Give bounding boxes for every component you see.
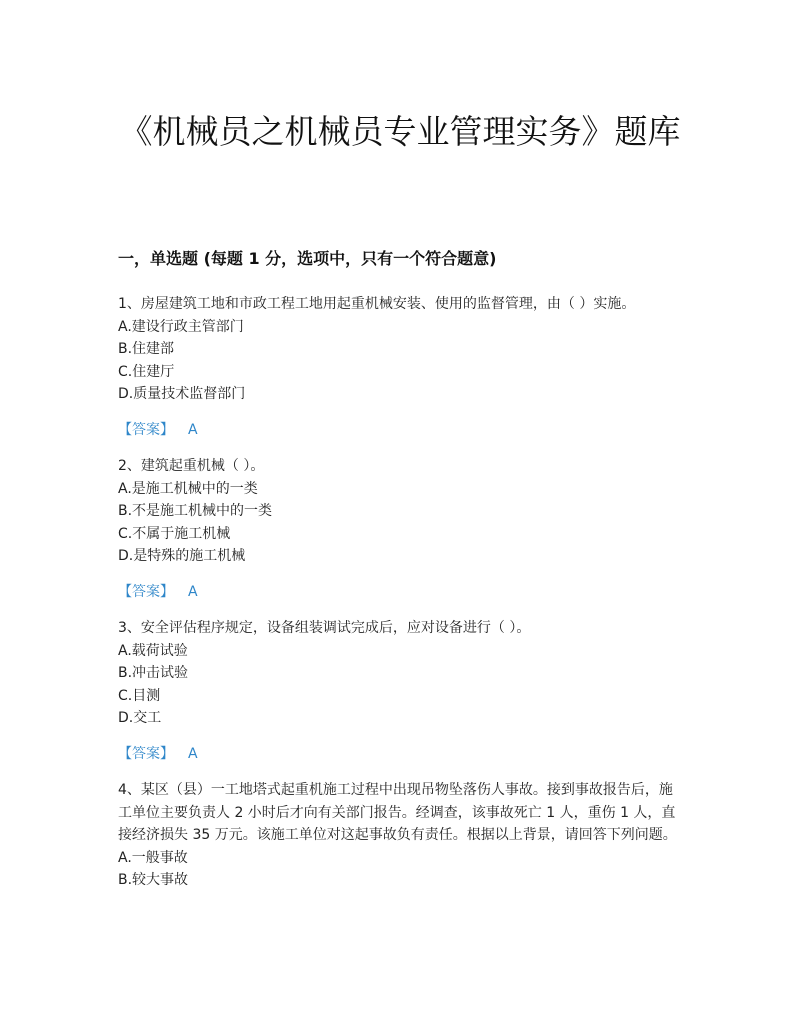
option-d: D.质量技术监督部门	[118, 386, 246, 402]
question-stem: 3、安全评估程序规定，设备组装调试完成后，应对设备进行（ ）。	[118, 620, 531, 636]
answer-tag: 【答案】	[118, 584, 174, 600]
option-c: C.不属于施工机械	[118, 525, 231, 542]
question-stem: 1、房屋建筑工地和市政工程工地用起重机械安装、使用的监督管理，由（ ）实施。	[118, 296, 636, 312]
question-3	[118, 617, 678, 730]
option-c: C.目测	[118, 687, 161, 704]
option-a: A.是施工机械中的一类	[118, 480, 258, 497]
option-c: C.住建厅	[118, 363, 175, 380]
document-title: 《机械员之机械员专业管理实务》题库	[119, 112, 681, 151]
answer-value: A	[188, 584, 198, 600]
answer-row-3	[118, 743, 198, 765]
answer-row-2	[118, 581, 198, 603]
option-b: B.冲击试验	[118, 665, 189, 681]
option-b: B.不是施工机械中的一类	[118, 503, 273, 519]
question-4	[118, 779, 678, 892]
answer-value: A	[188, 422, 198, 438]
option-a: A.一般事故	[118, 849, 188, 866]
answer-tag: 【答案】	[118, 422, 174, 438]
section-heading: 一，单选题 (每题 1 分，选项中，只有一个符合题意)	[118, 249, 497, 268]
question-1	[118, 293, 678, 406]
answer-value: A	[188, 746, 198, 762]
question-stem: 2、建筑起重机械（ ）。	[118, 458, 265, 474]
option-a: A.载荷试验	[118, 642, 188, 659]
answer-row-1	[118, 419, 198, 441]
question-stem: 4、某区（县）一工地塔式起重机施工过程中出现吊物坠落伤人事故。接到事故报告后，施工单位主要负责人 2 小时后才向有关部门报告。经调查，该事故死亡 1 人，重伤 1 人，直接经济损失 35 万元。该施工单位对这起事故负有责任。根据以上背景，请回答下列问题。	[118, 782, 677, 843]
option-a: A.建设行政主管部门	[118, 318, 244, 335]
option-b: B.较大事故	[118, 872, 189, 888]
option-d: D.是特殊的施工机械	[118, 548, 246, 564]
answer-tag: 【答案】	[118, 746, 174, 762]
option-d: D.交工	[118, 710, 162, 726]
question-2	[118, 455, 678, 568]
option-b: B.住建部	[118, 341, 175, 357]
